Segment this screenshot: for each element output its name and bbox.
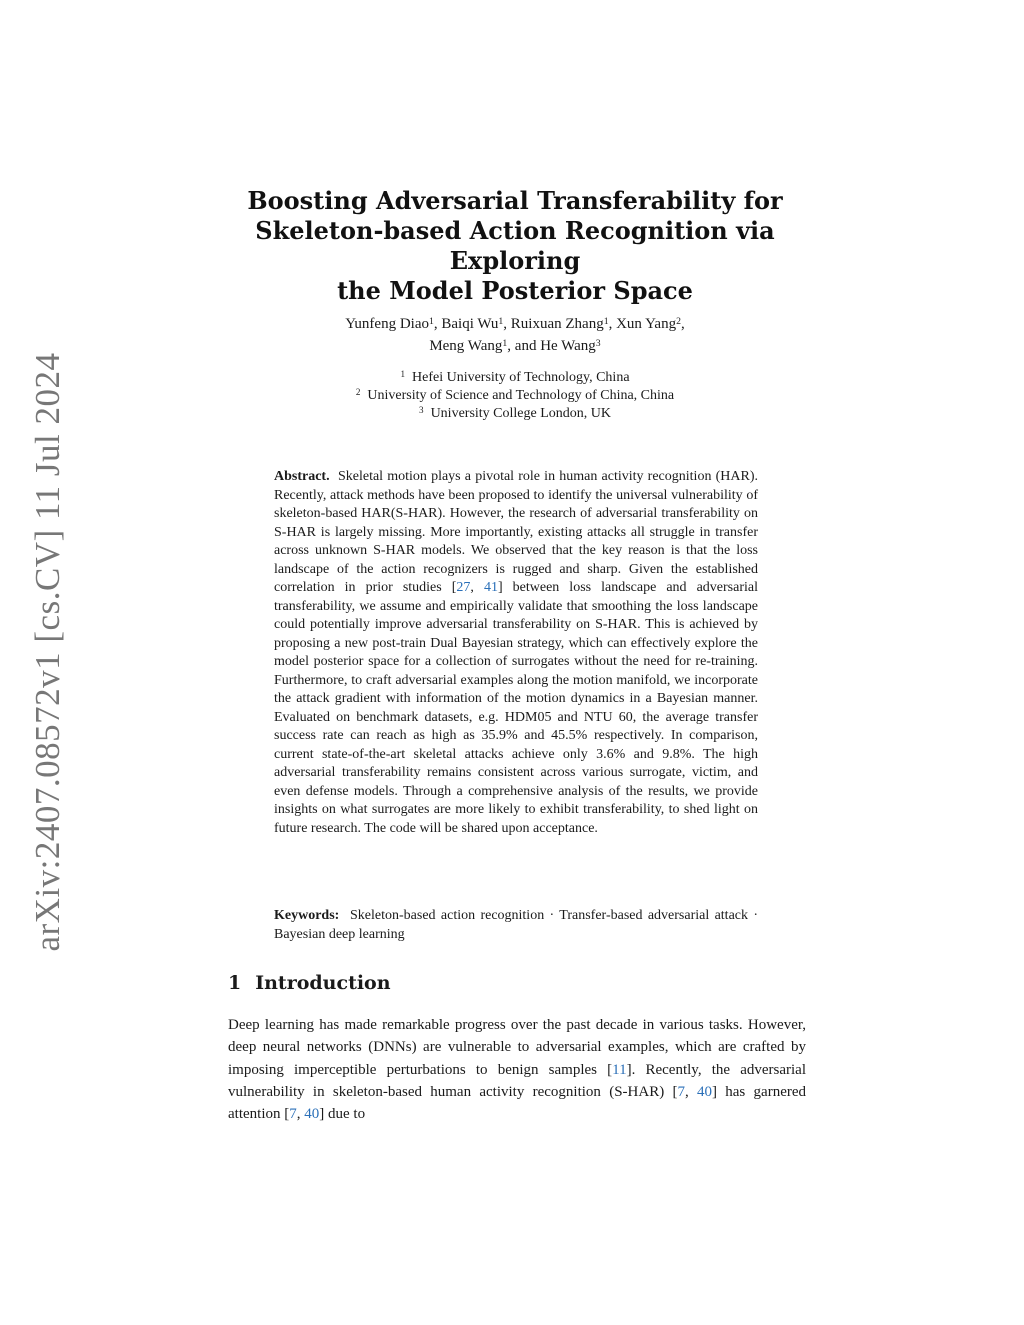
citation-bracket: [ [607,1061,613,1078]
citation-bracket: [ [451,580,457,595]
author-affiliation-mark: 2 [676,315,681,327]
author-separator: , and [507,338,541,354]
citation-bracket: ] [712,1083,717,1100]
citation-bracket: [ [284,1106,290,1123]
author-name: Meng Wang [429,338,503,354]
abstract [274,468,758,838]
citation-separator: , [470,580,484,595]
citation-bracket: ] [319,1106,325,1123]
author-name: Yunfeng Diao [345,316,429,332]
paper-title [200,186,830,306]
citation-link[interactable]: 27 [456,580,471,595]
affiliation-name: University of Science and Technology of China, China [367,388,675,403]
author-separator: , [608,316,617,332]
citation-bracket: ] [626,1061,632,1078]
body-text: due to [324,1106,366,1123]
author-name: Ruixuan Zhang [510,316,604,332]
section-title: Introduction [255,972,391,994]
abstract-text: Skeletal motion plays a pivotal role in human activity recognition (HAR). Recently, attack methods have been proposed to identify the universal vulnerability of skeleton-based HAR(S-HAR). However, the research of adversarial transferability on S-HAR is largely missing. More importantly, existing attacks all struggle in transfer across unknown S-HAR models. We observed that the key reason is that the loss landscape of the action recognizers is rugged and sharp. Given the established correlation in prior studies [274,469,759,595]
section-heading [228,972,391,994]
author-affiliation-mark: 3 [595,337,601,349]
affiliation-number: 2 [355,386,361,397]
body-text: . Recently, the adversarial vulnerability in skeleton-based human activity recognition (S-HAR) [228,1061,806,1100]
keywords-text: Skeleton-based action recognition · Transfer-based adversarial attack · Bayesian deep learning [274,908,758,942]
citation-separator: , [684,1083,697,1100]
citation-bracket: [ [672,1083,678,1100]
body-text: has garnered attention [228,1083,806,1123]
introduction-paragraph [228,1014,806,1125]
author-affiliation-mark: 1 [498,315,504,327]
author-separator: , [433,316,442,332]
author-affiliation-mark: 1 [502,337,508,349]
citation-link[interactable]: 11 [612,1061,627,1078]
citation-separator: , [296,1106,305,1123]
author-name: He Wang [540,338,596,354]
body-text: Deep learning has made remarkable progress over the past decade in various tasks. However, deep neural networks (DNNs) are vulnerable to adversarial examples, which are crafted by imposing imperceptible perturbations to benign samples [228,1017,806,1078]
affiliation [250,405,780,423]
title-line: Boosting Adversarial Transferability for [247,186,783,215]
affiliation [250,387,780,405]
author-line: Yunfeng Diao$^1$, Baiqi Wu$^1$, Ruixuan Zhang$^1$, Xun Yang$^2$, [345,315,685,332]
author-name: Baiqi Wu [441,316,499,332]
citation-link[interactable]: 7 [289,1106,297,1123]
section-number: 1 [228,972,242,994]
title-line: Skeleton-based Action Recognition via Exploring [255,216,775,275]
author-list [250,313,780,357]
citation-link[interactable]: 41 [483,580,498,595]
author-affiliation-mark: 1 [429,315,434,327]
affiliation-number: 1 [400,368,405,379]
citation-link[interactable]: 40 [304,1106,320,1123]
abstract-text: between loss landscape and adversarial transferability, we assume and empirically validate that smoothing the loss landscape could potentially improve adversarial transferability on S-HAR. This is achieved by proposing a new post-train Dual Bayesian strategy, which can effectively explore the model posterior space for a collection of surrogates without the need for re-training. Furthermore, to craft adversarial examples along the motion manifold, we incorporate the attack gradient with information of the motion dynamics in a Bayesian manner. Evaluated on benchmark datasets, e.g. HDM05 and NTU 60, the average transfer success rate can reach as high as 35.9% and 45.5% respectively. In comparison, current state-of-the-art skeletal attacks achieve only 3.6% and 9.8%. The high adversarial transferability remains consistent across various surrogate, victim, and even defense models. Through a comprehensive analysis of the results, we provide insights on what surrogates are more likely to exhibit transferability, to shed light on future research. The code will be shared upon acceptance. [274,580,758,836]
keywords-label: Keywords: [274,908,340,923]
citation-link[interactable]: 40 [697,1083,712,1100]
affiliation [250,369,780,387]
title-line: the Model Posterior Space [337,276,693,305]
affiliation-name: University College London, UK [430,406,611,421]
author-separator: , [503,316,511,332]
affiliation-list [250,369,780,423]
author-name: Xun Yang [616,316,677,332]
keywords [274,907,758,944]
author-line [250,335,780,357]
abstract-label: Abstract. [274,469,330,484]
arxiv-identifier-stamp: arXiv:2407.08572v1 [cs.CV] 11 Jul 2024 [28,352,67,952]
citation-bracket: ] [497,580,503,595]
affiliation-name: Hefei University of Technology, China [412,370,630,385]
affiliation-number: 3 [419,404,424,415]
citation-link[interactable]: 7 [677,1083,685,1100]
author-affiliation-mark: 1 [603,315,609,327]
